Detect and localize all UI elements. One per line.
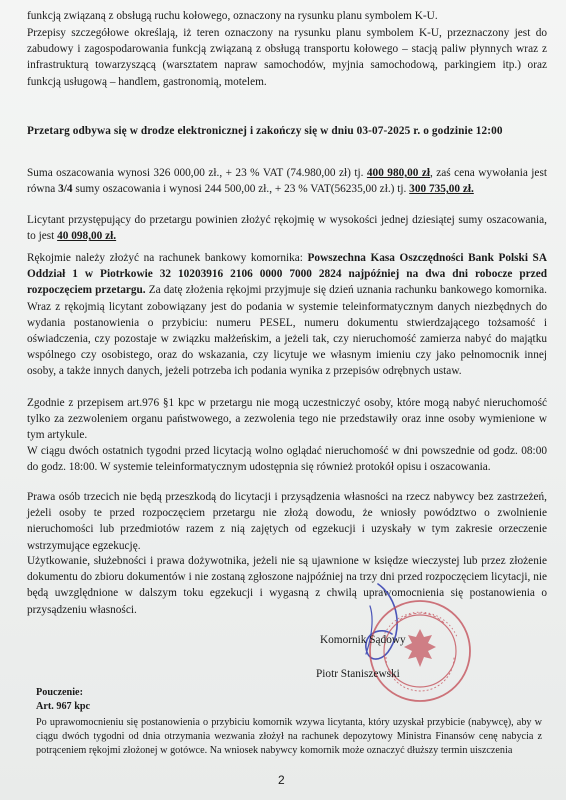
- deposit-paragraph: [27, 212, 547, 244]
- intro-line: funkcją związaną z obsługą ruchu kołowego, oznaczony na rysunku planu symbolem K-U.: [27, 10, 438, 22]
- inspection-paragraph: W ciągu dwóch ostatnich tygodni przed licytacją wolno oglądać nieruchomość w dni powszednie od godz. 08:00 do godz. 18:00. W systemie teleinformatycznym udostępnia się również protokół opisu i oszacowania.: [27, 445, 547, 474]
- valuation-total: 400 980,00 zł: [366, 167, 430, 179]
- valuation-fraction: 3/4: [58, 183, 73, 196]
- instruction-article: Art. 967 kpc: [36, 701, 91, 712]
- auction-info: Przetarg odbywa się w drodze elektronicznej i zakończy się w dniu 03-07-2025 r. o godzinie 12:00: [27, 125, 503, 137]
- valuation-text-1: Suma oszacowania wynosi 326 000,00 zł., + 23 % VAT (74.980,00 zł) tj.: [27, 167, 367, 179]
- bank-account: Powszechna Kasa Oszczędności Bank Polski SA Oddział 1 w Piotrkowie 32 10203916 2106 0000 7000 2824 najpóźniej na dwa dni robocze przed rozpoczęciem przetargu.: [27, 252, 547, 297]
- valuation-text-2: , zaś cena wywołania jest równa: [27, 167, 547, 196]
- easements-paragraph: Użytkowanie, służebności i prawa dożywotnika, jeżeli nie są ujawnione w księdze wieczystej lub przez złożenie dokumentu do zbioru dokumentów i nie zostaną zgłoszone najpóźniej na trzy dni przed rozpoczęciem licytacji, nie będą uwzględnione w dalszym toku egzekucji i wygasną z chwilą uprawomocnienia się postanowienia o przysądzeniu własności.: [27, 555, 547, 616]
- signature-name: Piotr Staniszewski: [316, 668, 400, 680]
- valuation-text-3: sumy oszacowania i wynosi 244 500,00 zł., + 23 % VAT(56235,00 zł.) tj.: [72, 183, 410, 196]
- plan-paragraph: Przepisy szczegółowe określają, iż teren oznaczony na rysunku planu symbolem K-U, przeznaczony jest do zabudowy i zagospodarowania funkcją związaną z obsługą transportu kołowego – stacją paliw płynnych wraz z infrastrukturą towarzyszącą (warsztatem napraw samochodów, myjnia samochodową, parkingiem itp.) oraz funkcją usługową – handlem, gastronomią, motelem.: [27, 27, 547, 88]
- instruction-heading: Pouczenie:: [36, 687, 83, 698]
- art976-paragraph: Zgodnie z przepisem art.976 §1 kpc w przetargu nie mogą uczestniczyć osoby, które mogą nabyć nieruchomość tylko za zezwoleniem organu państwowego, a zezwolenia tego nie przedstawiły oraz inne osoby wymienione w tym artykule.: [27, 397, 547, 442]
- deposit-amount: 40 098,00 zł.: [57, 230, 117, 243]
- valuation-paragraph: [27, 165, 547, 197]
- bank-text-2: Za datę złożenia rękojmi przyjmuje się dzień uznania rachunku bankowego komornika. Wraz z rękojmią licytant zobowiązany jest do podania w systemie teleinformatycznym danych niezbędnych do wydania postanowienia o przybiciu: numeru PESEL, numeru dokumentu stwierdzającego tożsamość i oświadczenia, czy pozostaje w związku małżeńskim, a jeżeli tak, czy nieruchomość zamierza nabyć do majątku wspólnego czy osobistego, oraz do wskazania, czy licytuje we własnym imieniu czy jako pełnomocnik innej osoby, a także innych danych, jeżeli potrzeba ich podania wynika z przepisów odrębnych ustaw.: [27, 284, 547, 378]
- deposit-text: Licytant przystępujący do przetargu powinien złożyć rękojmię w wysokości jednej dziesiątej sumy oszacowania, to jest: [27, 214, 547, 243]
- start-price: 300 735,00 zł.: [409, 183, 474, 196]
- bank-paragraph: [27, 250, 547, 380]
- page-number: 2: [278, 773, 285, 787]
- official-stamp: [366, 597, 474, 705]
- bank-text-1: Rękojmie należy złożyć na rachunek bankowy komornika:: [27, 252, 308, 264]
- signature-role: Komornik Sądowy: [320, 634, 406, 646]
- instruction-text: Po uprawomocnieniu się postanowienia o przybiciu komornik wzywa licytanta, który uzyskał przybicie (nabywcę), aby w ciągu dwóch tygodni od dnia otrzymania wezwania złożył na rachunek depozytowy Ministra Finansów cenę nabycia z potrąceniem rękojmi złożonej w gotówce. Na wniosek nabywcy komornik może oznaczyć dłuższy termin uiszczenia: [36, 717, 542, 757]
- third-party-paragraph: Prawa osób trzecich nie będą przeszkodą do licytacji i przysądzenia własności na rzecz nabywcy bez zastrzeżeń, jeżeli osoby te przed rozpoczęciem przetargu nie złożą dowodu, że wniosły powództwo o zwolnienie nieruchomości lub przedmiotów razem z nią zajętych od egzekucji i uzyskały w tym zakresie orzeczenie wstrzymujące egzekucję.: [27, 491, 547, 552]
